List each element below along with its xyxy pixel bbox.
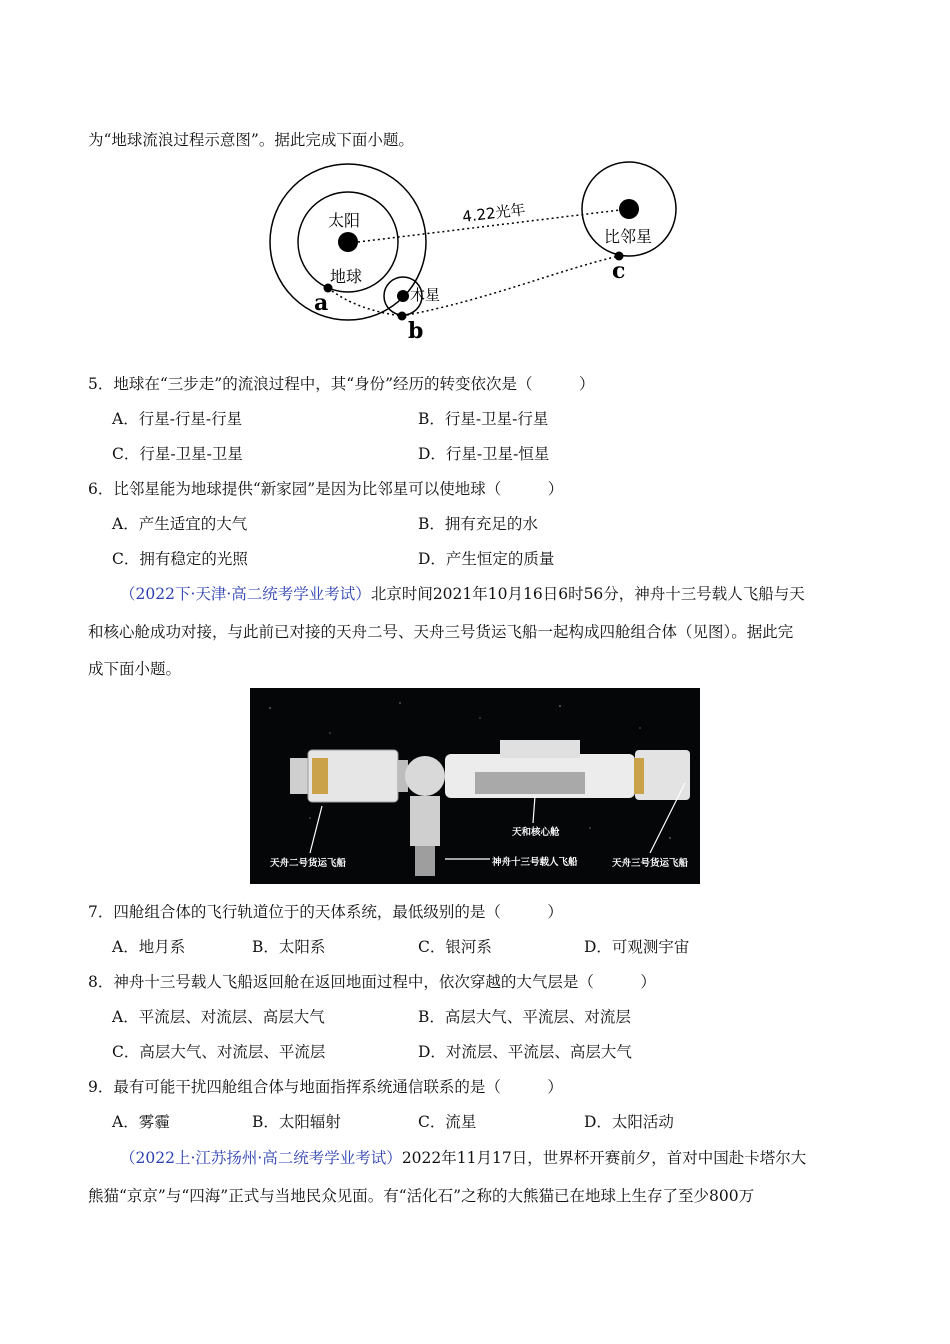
- sun-dot: [338, 232, 358, 252]
- q9-option-b: B．太阳辐射: [252, 1113, 341, 1131]
- q6-option-a: A．产生适宜的大气: [112, 515, 248, 533]
- passage3-line1-text: 2022年11月17日，世界杯开赛前夕，首对中国赴卡塔尔大: [401, 1149, 807, 1167]
- q8-option-b: B．高层大气、平流层、对流层: [418, 1008, 631, 1026]
- label-shenzhou-13: 神舟十三号载人飞船: [492, 857, 578, 868]
- q5-option-c: C．行星-卫星-卫星: [112, 445, 243, 463]
- q9-option-d: D．太阳活动: [584, 1113, 674, 1131]
- q6-stem: 6．比邻星能为地球提供“新家园”是因为比邻星可以使地球（ ）: [88, 480, 564, 498]
- q5-option-a: A．行星-行星-行星: [112, 410, 243, 428]
- q7-option-b: B．太阳系: [252, 938, 326, 956]
- intro-text: 为“地球流浪过程示意图”。据此完成下面小题。: [88, 131, 414, 149]
- passage2-line2: 和核心舱成功对接，与此前已对接的天舟二号、天舟三号货运飞船一起构成四舱组合体（见图）。据此完: [88, 623, 794, 641]
- point-c-label: c: [612, 258, 626, 284]
- passage2-line1-text: 北京时间2021年10月16日6时56分，神舟十三号载人飞船与天: [370, 585, 805, 603]
- label-tianzhou-3: 天舟三号货运飞船: [612, 858, 689, 869]
- proxima-label: 比邻星: [604, 227, 653, 246]
- distance-label: 4.22光年: [461, 200, 527, 226]
- q6-option-c: C．拥有稳定的光照: [112, 550, 248, 568]
- q8-option-c: C．高层大气、对流层、平流层: [112, 1043, 326, 1061]
- passage2-line3: 成下面小题。: [88, 660, 182, 678]
- passage2-line1: [120, 582, 805, 604]
- q9-option-c: C．流星: [418, 1113, 477, 1131]
- passage2-source: （2022下·天津·高二统考学业考试）: [120, 585, 371, 603]
- q6-option-d: D．产生恒定的质量: [418, 550, 555, 568]
- q9-stem: 9．最有可能干扰四舱组合体与地面指挥系统通信联系的是（ ）: [88, 1078, 563, 1096]
- q8-option-a: A．平流层、对流层、高层大气: [112, 1008, 325, 1026]
- sun-label: 太阳: [328, 211, 361, 230]
- q9-option-a: A．雾霾: [112, 1113, 170, 1131]
- q6-option-b: B．拥有充足的水: [418, 515, 538, 533]
- q7-option-c: C．银河系: [418, 938, 492, 956]
- q7-stem: 7．四舱组合体的飞行轨道位于的天体系统，最低级别的是（ ）: [88, 903, 563, 921]
- q5-stem: 5．地球在“三步走”的流浪过程中，其“身份”经历的转变依次是（ ）: [88, 375, 595, 393]
- earth-label: 地球: [330, 267, 363, 286]
- jupiter-label: 木星: [410, 286, 441, 304]
- q8-option-d: D．对流层、平流层、高层大气: [418, 1043, 632, 1061]
- q7-option-a: A．地月系: [112, 938, 186, 956]
- jupiter-dot: [397, 290, 409, 302]
- proxima-dot: [619, 199, 639, 219]
- passage3-line2: 熊猫“京京”与“四海”正式与当地民众见面。有“活化石”之称的大熊猫已在地球上生存了至少800万: [88, 1187, 755, 1205]
- q5-option-d: D．行星-卫星-恒星: [418, 445, 550, 463]
- label-tianzhou-2: 天舟二号货运飞船: [270, 858, 347, 869]
- label-tianhe: 天和核心舱: [512, 827, 560, 838]
- passage3-source: （2022上·江苏扬州·高二统考学业考试）: [120, 1149, 402, 1167]
- earth-wandering-diagram: [268, 160, 688, 350]
- point-b-label: b: [408, 318, 424, 344]
- space-station-photo: [250, 688, 700, 884]
- point-a-label: a: [314, 290, 329, 316]
- q7-option-d: D．可观测宇宙: [584, 938, 690, 956]
- passage3-line1: [120, 1146, 806, 1168]
- q8-stem: 8．神舟十三号载人飞船返回舱在返回地面过程中，依次穿越的大气层是（ ）: [88, 973, 656, 991]
- path-a-b: [328, 288, 402, 316]
- q5-option-b: B．行星-卫星-行星: [418, 410, 549, 428]
